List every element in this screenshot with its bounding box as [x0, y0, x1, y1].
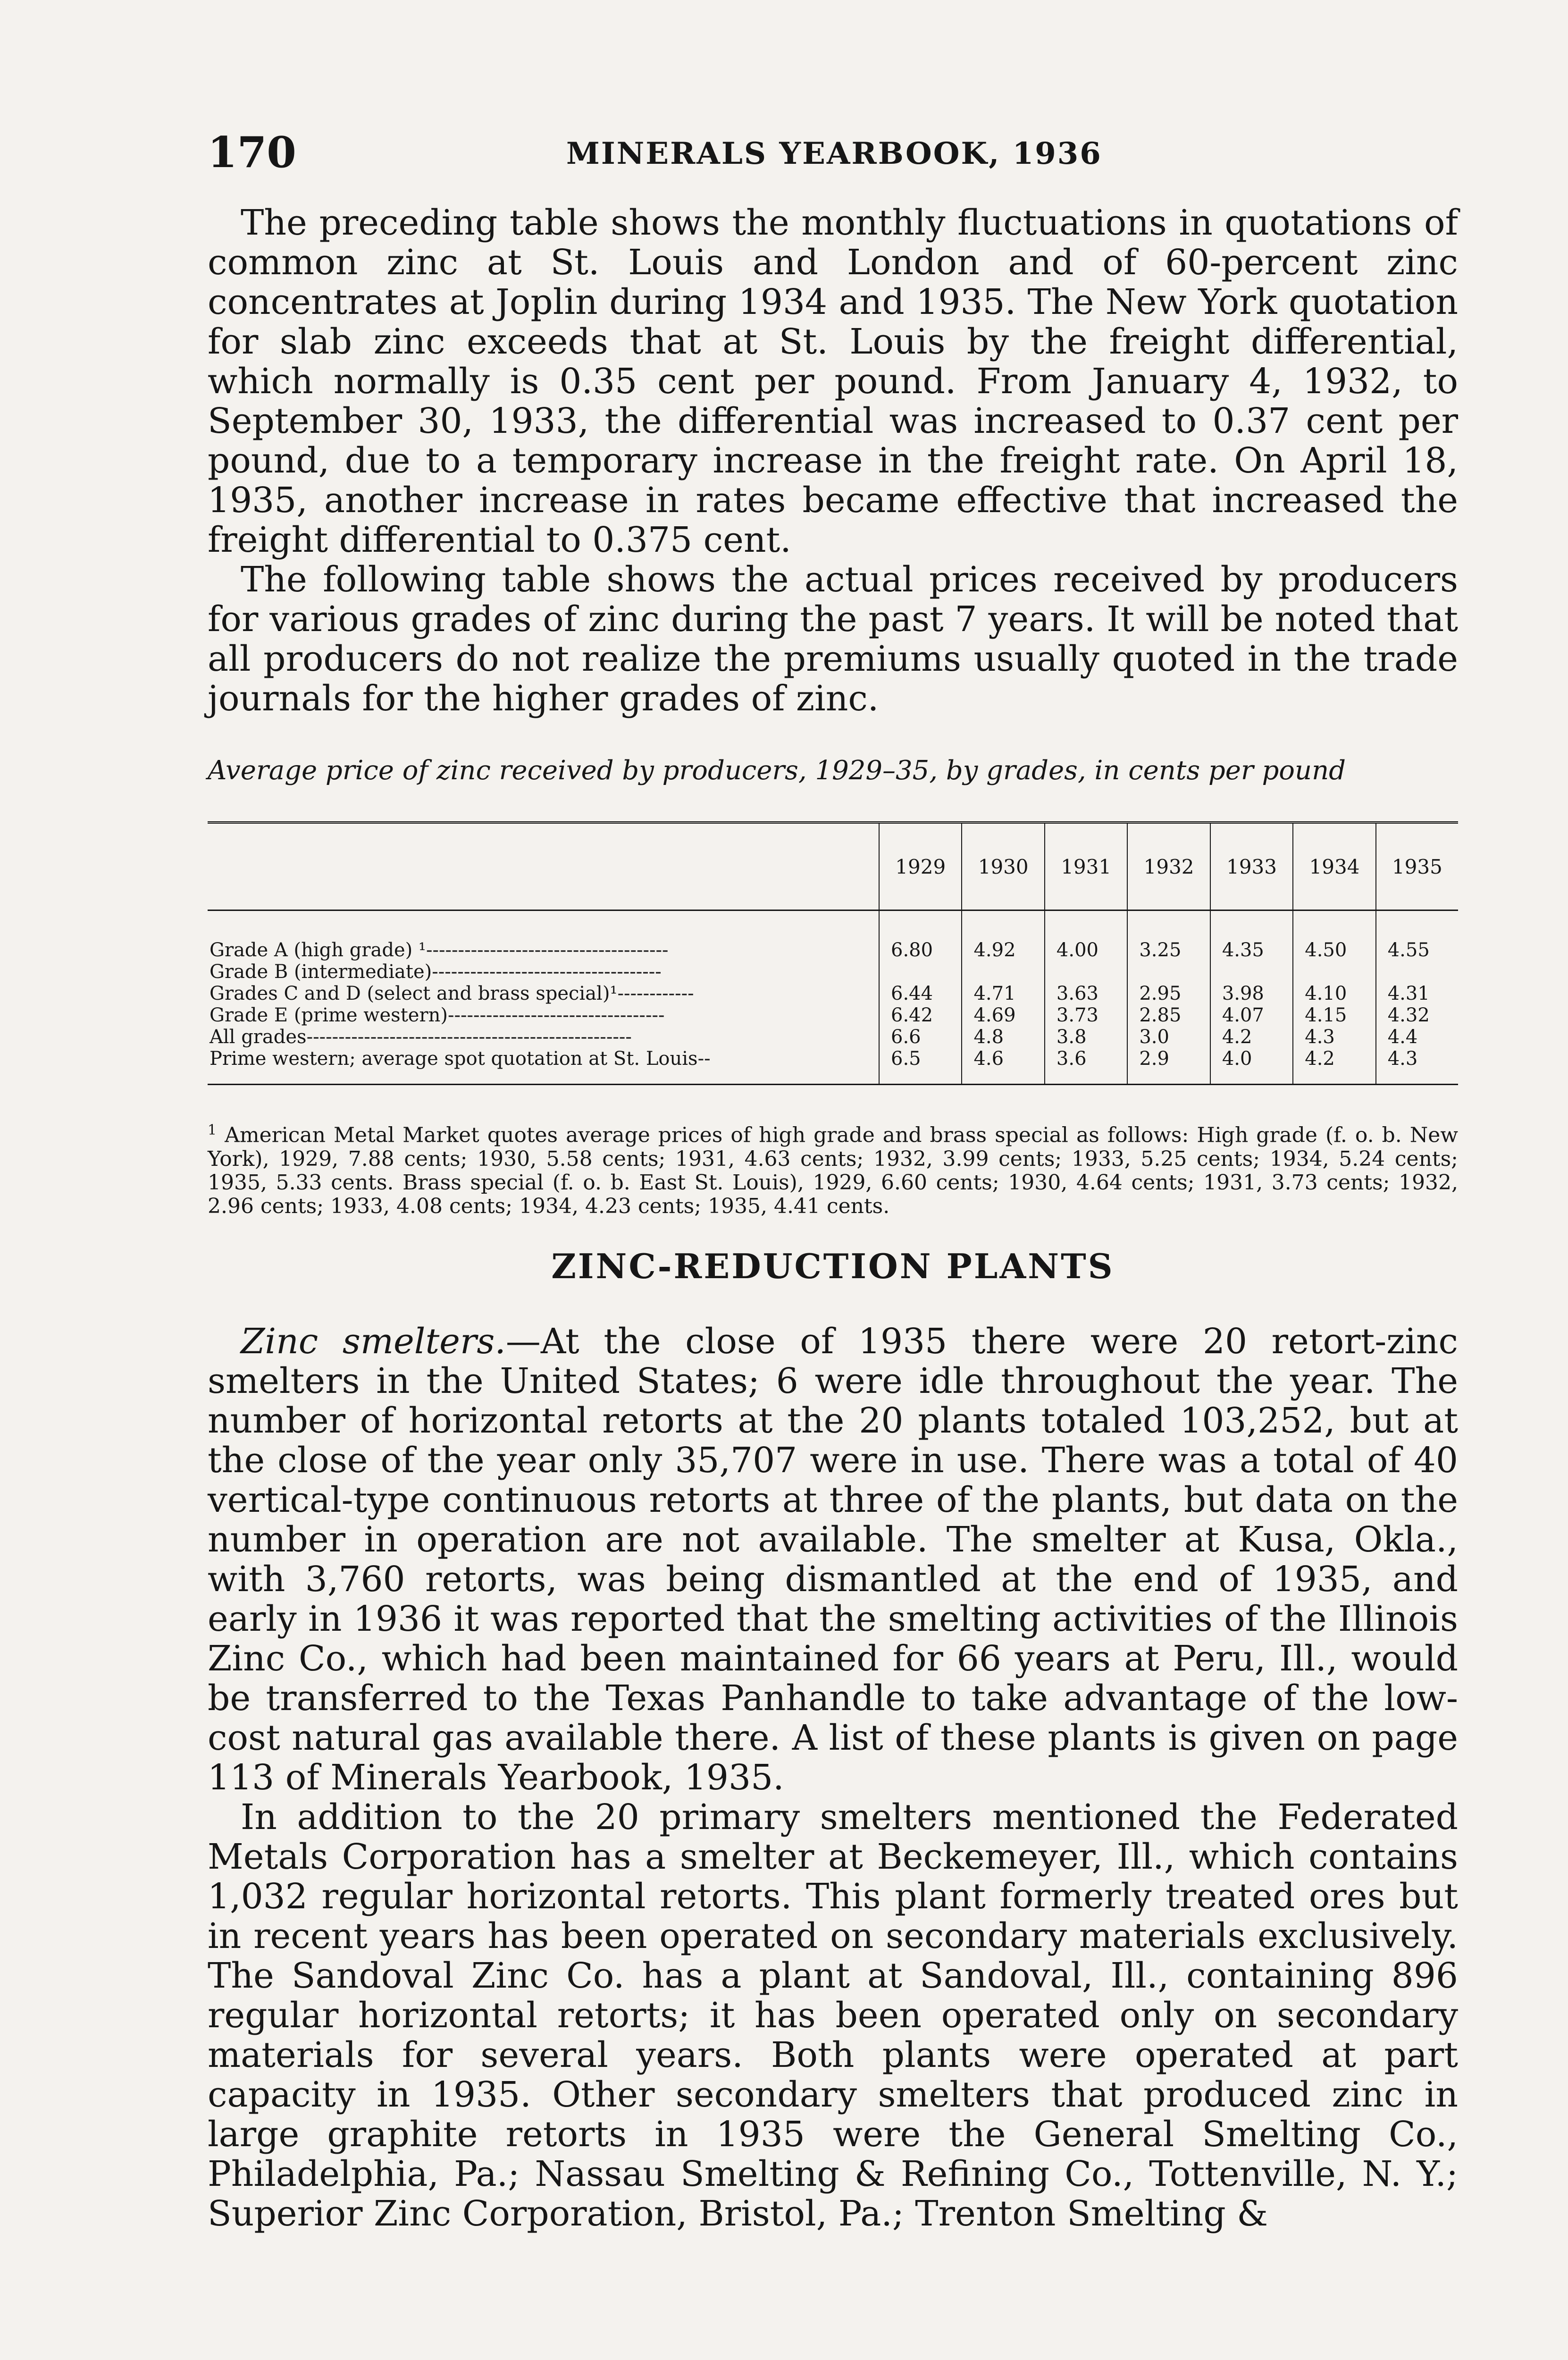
table-row — [208, 1004, 1458, 1026]
price-cell — [1376, 961, 1458, 983]
footnote-marker: 1 — [208, 1122, 217, 1138]
table-spacer-row — [208, 910, 1458, 940]
lead-in: Zinc smelters. — [241, 1321, 506, 1362]
price-cell: 6.44 — [879, 983, 962, 1004]
price-cell: 4.55 — [1376, 939, 1458, 961]
grade-label: Prime western; average spot quotation at St. Louis-- — [208, 1048, 879, 1085]
smelters-paragraph-1-body: —At the close of 1935 there were 20 retort-zinc smelters in the United States; 6 were idle throughout the year. The number of horizontal retorts at the 20 plants totaled 103,252, but at the close of the year only 35,707 were in use. There was a total of 40 vertical-type continuous retorts at three of the plants, but data on the number in operation are not available. The smelter at Kusa, Okla., with 3,760 retorts, was being dismantled at the end of 1935, and early in 1936 it was reported that the smelting activities of the Illinois Zinc Co., which had been maintained for 66 years at Peru, Ill., would be transferred to the Texas Panhandle to take advantage of the low-cost natural gas available there. A list of these plants is given on page 113 of Minerals Yearbook, 1935. — [208, 1321, 1459, 1798]
smelters-paragraph-1 — [208, 1322, 1458, 1797]
price-cell: 4.10 — [1293, 983, 1375, 1004]
zinc-price-table — [208, 821, 1458, 1085]
intro-text — [208, 203, 1458, 718]
price-cell: 4.71 — [962, 983, 1044, 1004]
price-cell: 3.8 — [1045, 1026, 1127, 1048]
price-cell: 4.2 — [1293, 1048, 1375, 1085]
intro-paragraph-2: The following table shows the actual prices received by producers for various grades of zinc during the past 7 years. It will be noted that all producers do not realize the premiums usually quoted in the trade journals for the higher grades of zinc. — [208, 559, 1458, 719]
year-header: 1931 — [1045, 823, 1127, 910]
zinc-smelters-text — [208, 1322, 1458, 2234]
price-cell: 2.85 — [1127, 1004, 1210, 1026]
table-caption: Average price of zinc received by producers, 1929–35, by grades, in cents per pound — [208, 755, 1346, 786]
price-cell: 6.42 — [879, 1004, 962, 1026]
price-cell: 4.92 — [962, 939, 1044, 961]
page-number: 170 — [208, 127, 296, 177]
year-header: 1935 — [1376, 823, 1458, 910]
price-cell: 3.73 — [1045, 1004, 1127, 1026]
price-cell: 3.0 — [1127, 1026, 1210, 1048]
price-cell: 4.50 — [1293, 939, 1375, 961]
table-header-row — [208, 823, 1458, 910]
price-cell: 4.15 — [1293, 1004, 1375, 1026]
footnote-text: American Metal Market quotes average prices of high grade and brass special as follows: High grade (f. o. b. New York), 1929, 7.88 cents; 1930, 5.58 cents; 1931, 4.63 cents; 1932, 3.99 cents; 1933, 5.25 cents; 1934, 5.24 cents; 1935, 5.33 cents. Brass special (f. o. b. East St. Louis), 1929, 6.60 cents; 1930, 4.64 cents; 1931, 3.73 cents; 1932, 2.96 cents; 1933, 4.08 cents; 1934, 4.23 cents; 1935, 4.41 cents. — [208, 1123, 1458, 1218]
price-cell — [879, 961, 962, 983]
price-cell: 4.2 — [1210, 1026, 1293, 1048]
year-header: 1933 — [1210, 823, 1293, 910]
page-header — [208, 127, 1444, 179]
price-cell: 4.3 — [1293, 1026, 1375, 1048]
grade-label: Grade B (intermediate)------------------------------------ — [210, 961, 662, 983]
price-cell: 4.35 — [1210, 939, 1293, 961]
table-footnote — [208, 1119, 1458, 1218]
intro-paragraph-1: The preceding table shows the monthly fluctuations in quotations of common zinc at St. Louis and London and of 60-percent zinc concentrates at Joplin during 1934 and 1935. The New York quotation for slab zinc exceeds that at St. Louis by the freight differential, which normally is 0.35 cent per pound. From January 4, 1932, to September 30, 1933, the differential was increased to 0.37 cent per pound, due to a temporary increase in the freight rate. On April 18, 1935, another increase in rates became effective that increased the freight differential to 0.375 cent. — [208, 202, 1458, 560]
table-row — [208, 1048, 1458, 1085]
price-cell: 3.63 — [1045, 983, 1127, 1004]
grade-column-header — [208, 823, 879, 910]
table-row — [208, 1026, 1458, 1048]
price-cell: 6.6 — [879, 1026, 962, 1048]
price-cell: 3.25 — [1127, 939, 1210, 961]
price-cell: 4.0 — [1210, 1048, 1293, 1085]
grade-label: Grades C and D (select and brass special)¹------------ — [210, 983, 694, 1004]
year-header: 1932 — [1127, 823, 1210, 910]
price-cell: 6.5 — [879, 1048, 962, 1085]
price-cell: 3.6 — [1045, 1048, 1127, 1085]
section-heading: ZINC-REDUCTION PLANTS — [551, 1246, 1115, 1286]
price-cell: 4.4 — [1376, 1026, 1458, 1048]
price-cell: 2.9 — [1127, 1048, 1210, 1085]
running-title: MINERALS YEARBOOK, 1936 — [566, 136, 1102, 171]
price-cell: 4.3 — [1376, 1048, 1458, 1085]
table-body — [208, 910, 1458, 1085]
price-cell: 3.98 — [1210, 983, 1293, 1004]
smelters-paragraph-2: In addition to the 20 primary smelters mentioned the Federated Metals Corporation has a smelter at Beckemeyer, Ill., which contains 1,032 regular horizontal retorts. This plant formerly treated ores but in recent years has been operated on secondary materials exclusively. The Sandoval Zinc Co. has a plant at Sandoval, Ill., containing 896 regular horizontal retorts; it has been operated only on secondary materials for several years. Both plants were operated at part capacity in 1935. Other secondary smelters that produced zinc in large graphite retorts in 1935 were the General Smelting Co., Philadelphia, Pa.; Nassau Smelting & Refining Co., Tottenville, N. Y.; Superior Zinc Corporation, Bristol, Pa.; Trenton Smelting & — [208, 1797, 1458, 2234]
grade-label: Grade E (prime western)---------------------------------- — [210, 1004, 665, 1026]
price-cell: 4.07 — [1210, 1004, 1293, 1026]
price-cell — [1045, 961, 1127, 983]
price-cell: 4.00 — [1045, 939, 1127, 961]
price-cell: 6.80 — [879, 939, 962, 961]
price-cell: 2.95 — [1127, 983, 1210, 1004]
price-cell: 4.69 — [962, 1004, 1044, 1026]
table-row — [208, 961, 1458, 983]
price-cell — [962, 961, 1044, 983]
price-cell — [1210, 961, 1293, 983]
table-row — [208, 939, 1458, 961]
price-cell: 4.31 — [1376, 983, 1458, 1004]
year-header: 1929 — [879, 823, 962, 910]
grade-label: Grade A (high grade) ¹-------------------------------------- — [210, 939, 669, 961]
grade-label: All grades--------------------------------------------------- — [210, 1026, 632, 1048]
price-cell — [1293, 961, 1375, 983]
price-cell: 4.32 — [1376, 1004, 1458, 1026]
year-header: 1934 — [1293, 823, 1375, 910]
price-cell — [1127, 961, 1210, 983]
year-header: 1930 — [962, 823, 1044, 910]
price-cell: 4.6 — [962, 1048, 1044, 1085]
price-cell: 4.8 — [962, 1026, 1044, 1048]
table-row — [208, 983, 1458, 1004]
